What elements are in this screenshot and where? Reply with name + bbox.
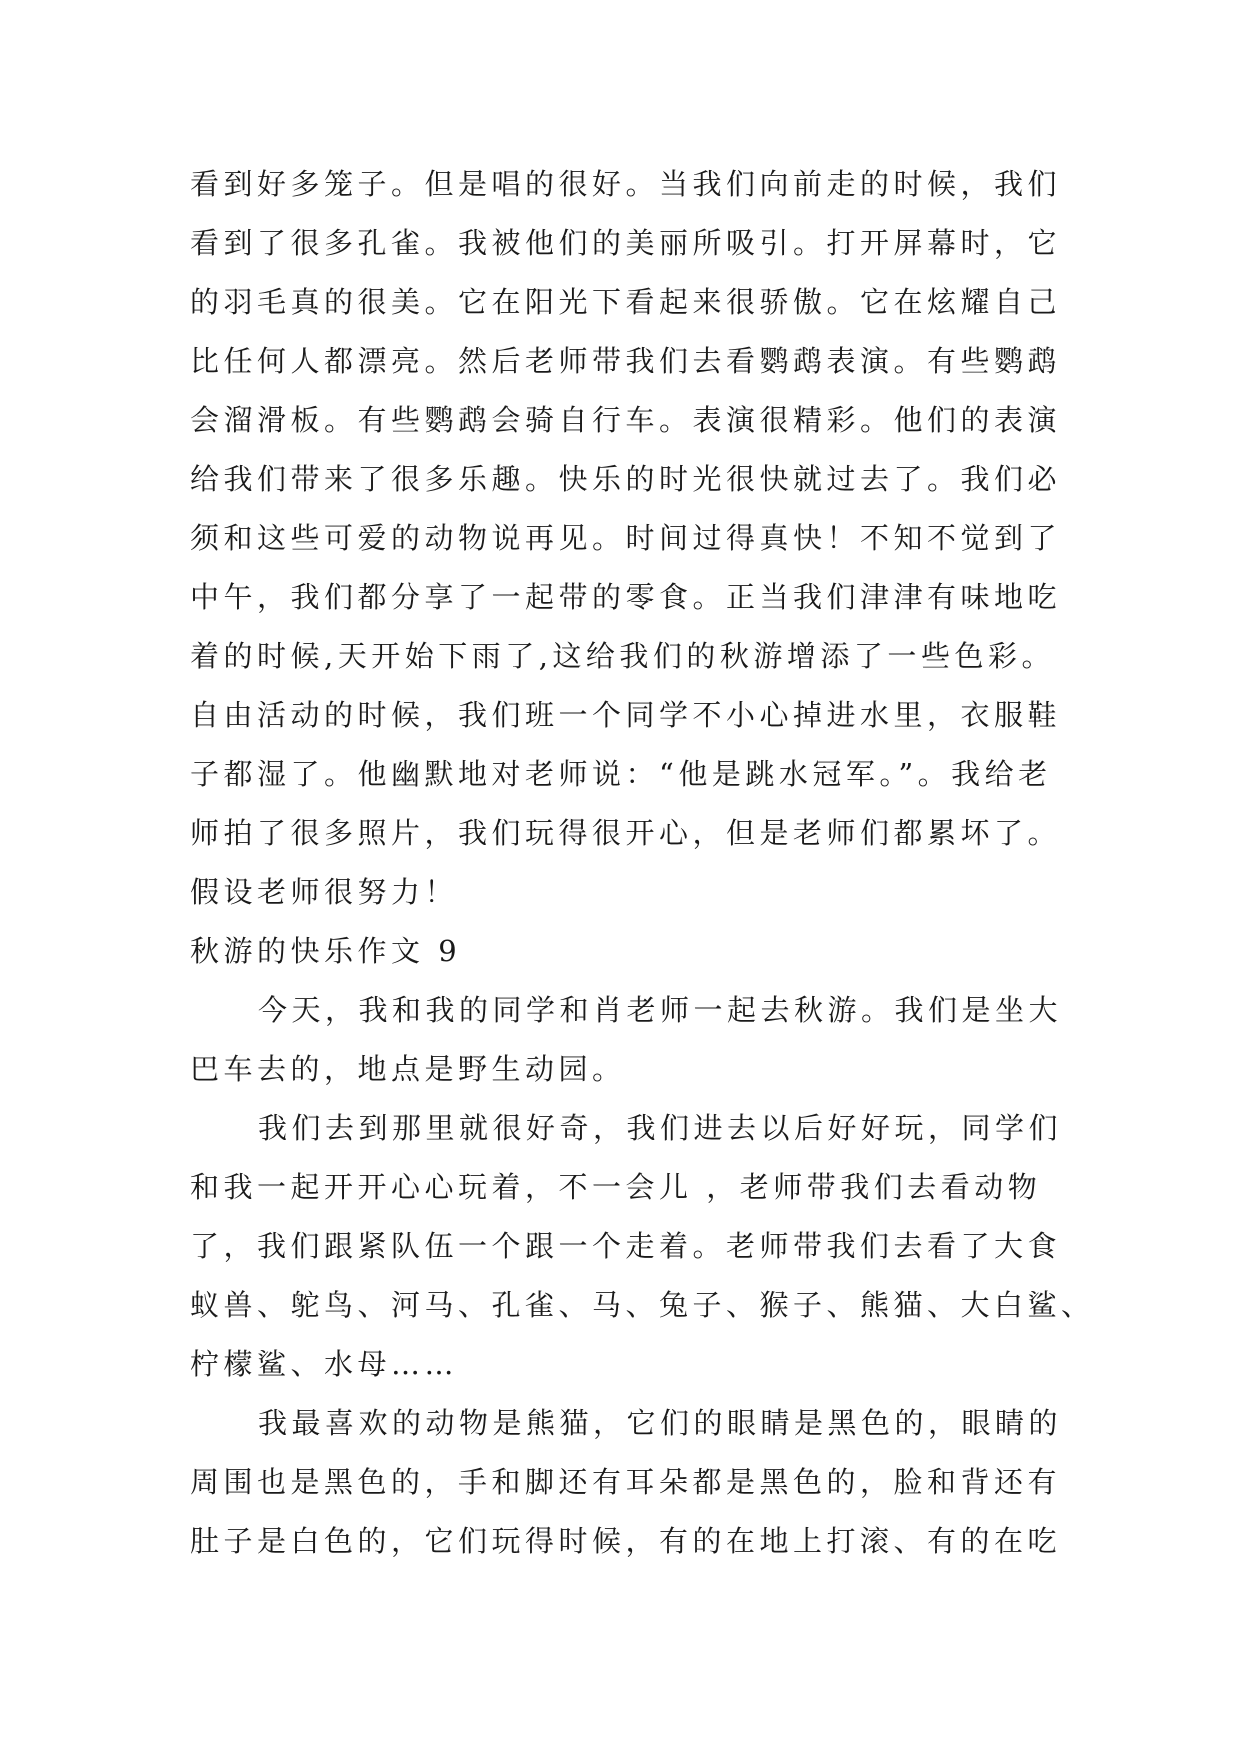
document-body: [190, 155, 1095, 1571]
text-line: 的羽毛真的很美。它在阳光下看起来很骄傲。它在炫耀自己: [190, 285, 1062, 319]
text-line: 比任何人都漂亮。然后老师带我们去看鹦鹉表演。有些鹦鹉: [190, 344, 1062, 378]
text-line: 自由活动的时候，我们班一个同学不小心掉进水里，衣服鞋: [190, 698, 1062, 732]
text-line: 今天，我和我的同学和肖老师一起去秋游。我们是坐大: [258, 993, 1063, 1027]
text-line: 子都湿了。他幽默地对老师说：“他是跳水冠军。”。我给老: [190, 757, 1052, 791]
text-line: 看到了很多孔雀。我被他们的美丽所吸引。打开屏幕时，它: [190, 226, 1062, 260]
text-line: 柠檬鲨、水母……: [190, 1347, 459, 1381]
text-line: 蚁兽、鸵鸟、河马、孔雀、马、兔子、猴子、熊猫、大白鲨、: [190, 1288, 1095, 1322]
text-line: 会溜滑板。有些鹦鹉会骑自行车。表演很精彩。他们的表演: [190, 403, 1062, 437]
text-line: 秋游的快乐作文 9: [190, 934, 462, 968]
text-line: 须和这些可爱的动物说再见。时间过得真快！不知不觉到了: [190, 521, 1062, 555]
text-line: 肚子是白色的，它们玩得时候，有的在地上打滚、有的在吃: [190, 1524, 1062, 1558]
text-line: 了，我们跟紧队伍一个跟一个走着。老师带我们去看了大食: [190, 1229, 1062, 1263]
text-line: 巴车去的，地点是野生动园。: [190, 1052, 626, 1086]
text-line: 师拍了很多照片，我们玩得很开心，但是老师们都累坏了。: [190, 816, 1062, 850]
text-line: 看到好多笼子。但是唱的很好。当我们向前走的时候，我们: [190, 167, 1062, 201]
text-line: 假设老师很努力！: [190, 875, 459, 909]
text-line: 着的时候,天开始下雨了,这给我们的秋游增添了一些色彩。: [190, 639, 1055, 673]
text-line: 我们去到那里就很好奇，我们进去以后好好玩，同学们: [258, 1111, 1063, 1145]
text-line: 中午，我们都分享了一起带的零食。正当我们津津有味地吃: [190, 580, 1062, 614]
text-line: 周围也是黑色的，手和脚还有耳朵都是黑色的，脸和背还有: [190, 1465, 1062, 1499]
text-line: 和我一起开开心心玩着，不一会儿 ，老师带我们去看动物: [190, 1170, 1042, 1204]
text-line: 我最喜欢的动物是熊猫，它们的眼睛是黑色的，眼睛的: [258, 1406, 1063, 1440]
text-line: 给我们带来了很多乐趣。快乐的时光很快就过去了。我们必: [190, 462, 1062, 496]
